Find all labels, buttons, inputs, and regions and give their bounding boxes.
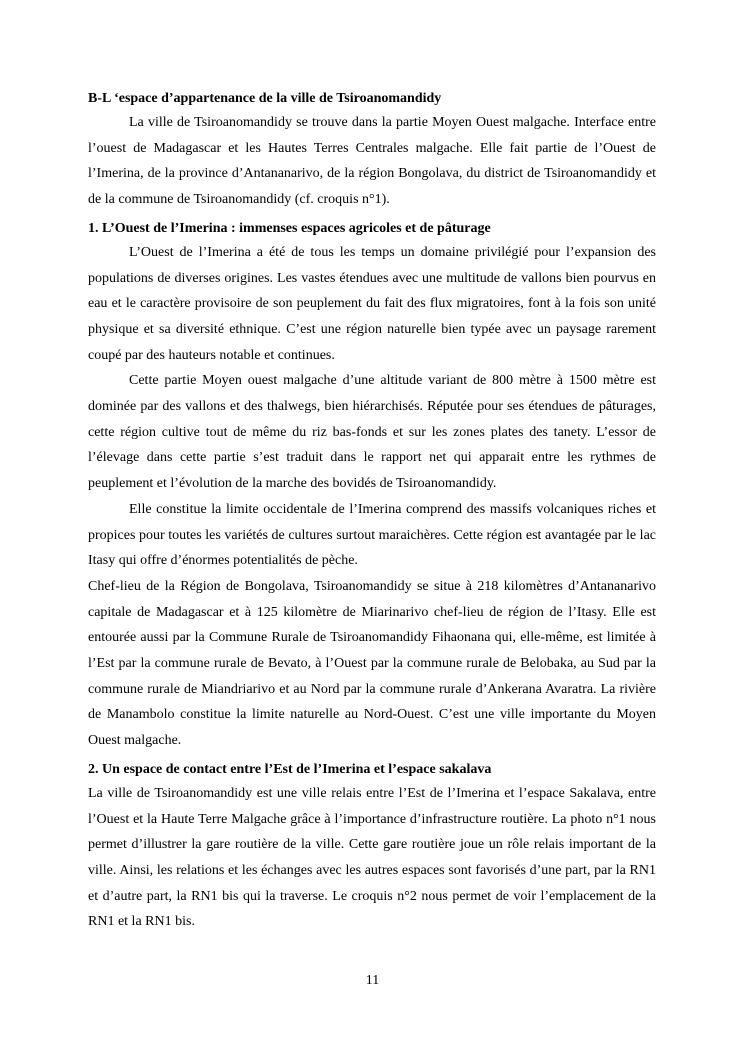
- section-1-paragraph-3: Elle constitue la limite occidentale de l’Imerina comprend des massifs volcaniques riches et propices pour toutes les variétés de cultures surtout maraichères. Cette région est avantagée par le lac Itasy qui offre d’énormes potentialités de pèche.: [88, 501, 656, 569]
- section-2-title: 2. Un espace de contact entre l’Est de l’Imerina et l’espace sakalava: [88, 761, 492, 777]
- section-1-paragraph-1: L’Ouest de l’Imerina a été de tous les temps un domaine privilégié pour l’expansion des populations de diverses origines. Les vastes étendues avec une multitude de vallons bien pourvus en eau et le caractère provisoire de son peuplement du fait des flux migratoires, font à la fois son unité physique et sa diversité ethnique. C’est une région naturelle bien typée avec un paysage rarement coupé par des hauteurs notable et continues.: [88, 244, 656, 363]
- section-1-paragraph-4: Chef-lieu de la Région de Bongolava, Tsiroanomandidy se situe à 218 kilomètres d’Antananarivo capitale de Madagascar et à 125 kilomètre de Miarinarivo chef-lieu de région de l’Itasy. Elle est entourée aussi par la Commune Rurale de Tsiroanomandidy Fihaonana qui, elle-même, est limitée à l’Est par la commune rurale de Bevato, à l’Ouest par la commune rurale de Belobaka, au Sud par la commune rurale de Miandriarivo et au Nord par la commune rurale d’Ankerana Avaratra. La rivière de Manambolo constitue la limite naturelle au Nord-Ouest. C’est une ville importante du Moyen Ouest malgache.: [88, 578, 656, 749]
- document-page: [88, 88, 656, 935]
- section-1-paragraph-2: Cette partie Moyen ouest malgache d’une altitude variant de 800 mètre à 1500 mètre est dominée par des vallons et des thalwegs, bien hiérarchisés. Réputée pour ses étendues de pâturages, cette région cultive tout de même du riz bas-fonds et sur les zones plates des tanety. L’essor de l’élevage dans cette partie s’est traduit dans le rapport net qui apparait entre les rythmes de peuplement et l’évolution de la marche des bovidés de Tsiroanomandidy.: [88, 373, 656, 492]
- section-2-paragraph-1: La ville de Tsiroanomandidy est une ville relais entre l’Est de l’Imerina et l’espace Sakalava, entre l’Ouest et la Haute Terre Malgache grâce à l’importance d’infrastructure routière. La photo n°1 nous permet d’illustrer la gare routière de la ville. Cette gare routière joue un rôle relais important de la ville. Ainsi, les relations et les échanges avec les autres espaces sont favorisés d’une part, par la RN1 et d’autre part, la RN1 bis qui la traverse. Le croquis n°2 nous permet de voir l’emplacement de la RN1 et la RN1 bis.: [88, 785, 656, 930]
- intro-paragraph: La ville de Tsiroanomandidy se trouve dans la partie Moyen Ouest malgache. Interface entre l’ouest de Madagascar et les Hautes Terres Centrales malgache. Elle fait partie de l’Ouest de l’Imerina, de la province d’Antananarivo, de la région Bongolava, du district de Tsiroanomandidy et de la commune de Tsiroanomandidy (cf. croquis n°1).: [88, 115, 656, 208]
- section-title: B-L ‘espace d’appartenance de la ville de Tsiroanomandidy: [88, 91, 442, 106]
- page-number: 11: [365, 973, 380, 988]
- section-1-title: 1. L’Ouest de l’Imerina : immenses espaces agricoles et de pâturage: [88, 220, 491, 236]
